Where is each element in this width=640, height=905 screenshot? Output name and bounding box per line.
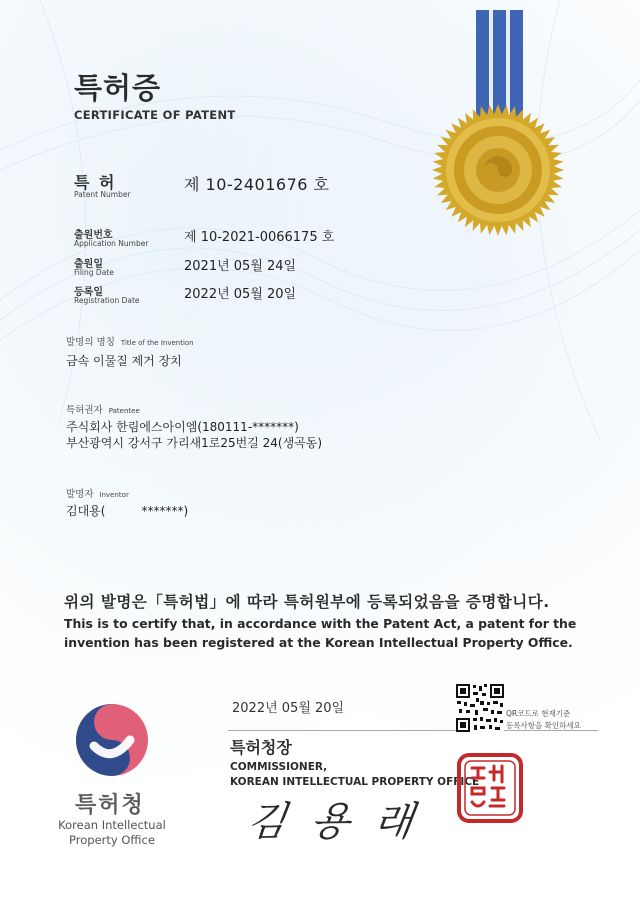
registration-date-label-en: Registration Date bbox=[74, 296, 140, 305]
inventor-label-en: Inventor bbox=[99, 491, 129, 499]
kipo-logo-icon bbox=[72, 700, 152, 780]
patentee-label-ko: 특허권자 bbox=[66, 405, 103, 416]
patentee-label-en: Patentee bbox=[108, 407, 140, 415]
commissioner-title-en-line1: COMMISSIONER, bbox=[230, 761, 328, 773]
patent-number-label: 특 허 bbox=[74, 173, 117, 192]
inventor-label-ko: 발명자 bbox=[66, 489, 94, 500]
office-name-en bbox=[50, 818, 174, 848]
inventor-name bbox=[66, 502, 188, 519]
commissioner-title-en-line2: KOREAN INTELLECTUAL PROPERTY OFFICE bbox=[230, 776, 480, 788]
commissioner-title-en bbox=[230, 760, 479, 790]
registration-date-label: 등록일 bbox=[74, 287, 103, 298]
qr-note-line1: QR코드로 현재기준 bbox=[506, 709, 571, 718]
invention-title-label-ko: 발명의 명칭 bbox=[66, 337, 115, 348]
invention-title-heading bbox=[66, 334, 194, 348]
commissioner-title-ko: 특허청장 bbox=[230, 738, 292, 757]
invention-title-label-en: Title of the Invention bbox=[120, 339, 194, 347]
inventor-heading bbox=[66, 486, 129, 500]
patent-number-value: 제 10-2401676 호 bbox=[184, 175, 330, 194]
filing-date-label: 출원일 bbox=[74, 259, 103, 270]
application-number-label: 출원번호 bbox=[74, 230, 113, 241]
patentee-address: 부산광역시 강서구 가리새1로25번길 24(생곡동) bbox=[66, 436, 323, 450]
certificate-title-ko: 특허증 bbox=[74, 71, 162, 105]
qr-note-line2: 등록사항을 확인하세요 bbox=[506, 721, 581, 730]
filing-date-label-en: Filing Date bbox=[74, 268, 114, 277]
official-red-stamp-icon bbox=[456, 752, 524, 824]
inventor-name-start: 김대용( bbox=[66, 504, 106, 518]
office-name-ko: 특허청 bbox=[75, 793, 145, 818]
certification-statement-en: This is to certify that, in accordance with the Patent Act, a patent for the invention has been registered at the Korean Intellectual Property Office. bbox=[64, 616, 577, 650]
qr-code-icon bbox=[456, 684, 504, 732]
office-name-en-line1: Korean Intellectual bbox=[58, 818, 166, 832]
invention-title-value: 금속 이물질 제거 장치 bbox=[66, 354, 182, 368]
application-number-value: 제 10-2021-0066175 호 bbox=[184, 230, 335, 245]
patentee-heading bbox=[66, 402, 140, 416]
office-name-en-line2: Property Office bbox=[69, 833, 155, 847]
registration-date-value: 2022년 05월 20일 bbox=[184, 287, 297, 302]
commissioner-signature: 김 용 래 bbox=[244, 799, 423, 845]
issue-date: 2022년 05월 20일 bbox=[232, 701, 345, 716]
certification-statement-ko: 위의 발명은「특허법」에 따라 특허원부에 등록되었음을 증명합니다. bbox=[64, 593, 550, 611]
patentee-name: 주식회사 한림에스아이엠(180111-*******) bbox=[66, 420, 299, 434]
inventor-name-end: *******) bbox=[141, 504, 189, 518]
filing-date-value: 2021년 05월 24일 bbox=[184, 259, 297, 274]
certificate-title-en: CERTIFICATE OF PATENT bbox=[74, 108, 236, 122]
gold-seal-icon bbox=[420, 10, 570, 240]
qr-note bbox=[506, 708, 581, 732]
patent-number-label-en: Patent Number bbox=[74, 190, 131, 199]
application-number-label-en: Application Number bbox=[74, 239, 149, 248]
